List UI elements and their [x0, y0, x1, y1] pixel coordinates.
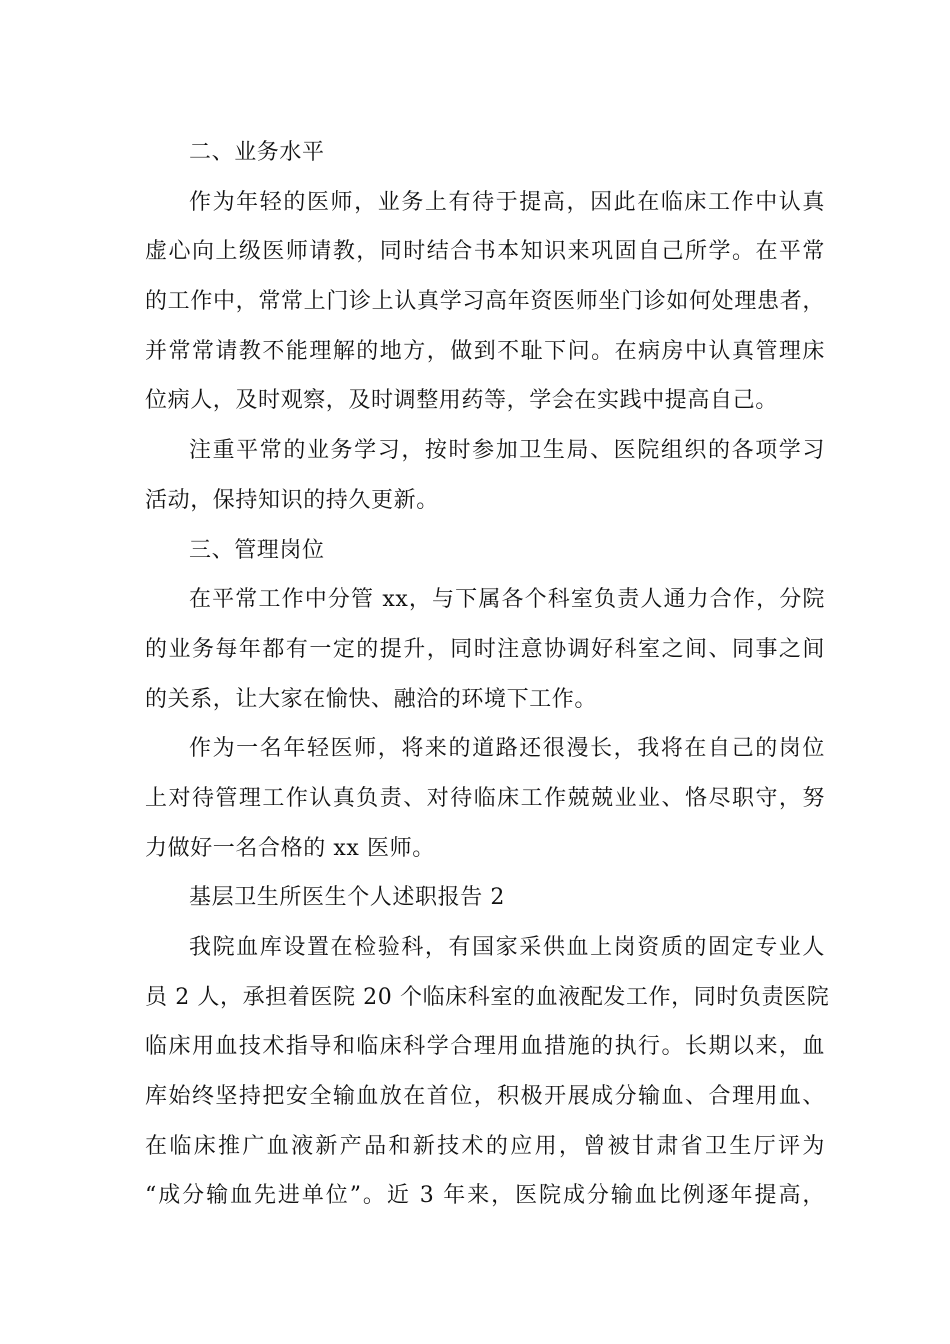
paragraph-bloodbank	[145, 923, 830, 1221]
text-line: 并常常请教不能理解的地方，做到不耻下问。在病房中认真管理床	[145, 338, 825, 364]
report-title: 基层卫生所医生个人述职报告 2	[189, 885, 505, 911]
paragraph-business	[145, 178, 825, 426]
section-heading-business: 二、业务水平	[189, 140, 325, 165]
text-line: 上对待管理工作认真负责、对待临床工作兢兢业业、恪尽职守，努	[145, 785, 825, 811]
text-line: 的业务每年都有一定的提升，同时注意协调好科室之间、同事之间	[145, 636, 825, 662]
text-line: 员 2 人，承担着医院 20 个临床科室的血液配发工作，同时负责医院	[145, 984, 830, 1010]
paragraph-management	[145, 575, 825, 724]
text-line: 力做好一名合格的 xx 医师。	[145, 835, 435, 861]
paragraph-study	[145, 426, 825, 525]
text-line: 作为年轻的医师，业务上有待于提高，因此在临床工作中认真	[189, 189, 825, 215]
section-heading-management: 三、管理岗位	[189, 537, 325, 563]
text-line: 作为一名年轻医师，将来的道路还很漫长，我将在自己的岗位	[189, 736, 825, 762]
text-line: 活动，保持知识的持久更新。	[145, 487, 439, 513]
text-line: 库始终坚持把安全输血放在首位，积极开展成分输血、合理用血、	[145, 1084, 825, 1110]
paragraph-future	[145, 724, 825, 873]
text-line: 位病人，及时观察，及时调整用药等，学会在实践中提高自己。	[145, 388, 778, 414]
text-line: 在临床推广血液新产品和新技术的应用，曾被甘肃省卫生厅评为	[145, 1133, 825, 1159]
text-line: 在平常工作中分管 xx，与下属各个科室负责人通力合作，分院	[189, 587, 825, 613]
text-line: 的工作中，常常上门诊上认真学习高年资医师坐门诊如何处理患者，	[145, 289, 825, 315]
text-line: 临床用血技术指导和临床科学合理用血措施的执行。长期以来，血	[145, 1034, 825, 1060]
text-line: 注重平常的业务学习，按时参加卫生局、医院组织的各项学习	[189, 438, 825, 464]
text-line: 我院血库设置在检验科，有国家采供血上岗资质的固定专业人	[189, 935, 825, 960]
text-line: “成分输血先进单位”。近 3 年来，医院成分输血比例逐年提高，	[145, 1183, 825, 1209]
text-line: 虚心向上级医师请教，同时结合书本知识来巩固自己所学。在平常	[145, 239, 825, 265]
text-line: 的关系，让大家在愉快、融洽的环境下工作。	[145, 686, 598, 712]
document-body	[145, 128, 830, 1221]
